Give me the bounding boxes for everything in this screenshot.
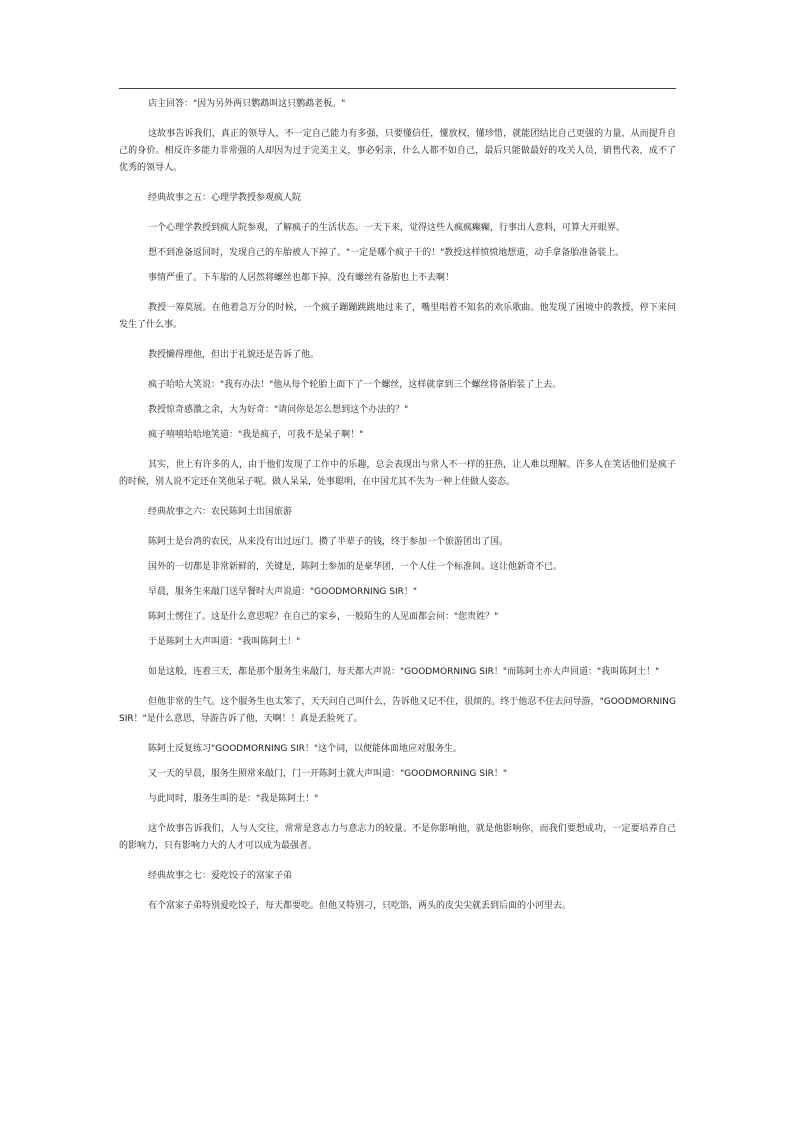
paragraph: 一个心理学教授到疯人院参观，了解疯子的生活状态。一天下来，觉得这些人疯疯癫癫，行事出人意料，可算大开眼界。 bbox=[148, 223, 626, 233]
paragraph: 但他非常的生气。这个服务生也太笨了，天天问自己叫什么，告诉他又记不住，很烦的。终于他忍不住去问导游，"GOODMORNING SIR！"是什么意思，导游告诉了他，天啊！！真是丢脸死了。 bbox=[119, 697, 676, 724]
paragraph: 教授一筹莫展。在他着急万分的时候，一个疯子蹦蹦跳跳地过来了，嘴里唱着不知名的欢乐歌曲。他发现了困境中的教授，停下来问发生了什么事。 bbox=[119, 303, 676, 330]
paragraph: 国外的一切都是非常新鲜的，关键是，陈阿土参加的是豪华团，一个人住一个标准间。这让他新奇不已。 bbox=[148, 562, 563, 572]
section-heading: 经典故事之六：农民陈阿土出国旅游 bbox=[148, 507, 293, 517]
section-heading: 经典故事之五：心理学教授参观疯人院 bbox=[148, 193, 302, 203]
paragraph: 其实，世上有许多的人，由于他们发现了工作中的乐趣，总会表现出与常人不一样的狂热，让人难以理解。许多人在笑话他们是疯子的时候，别人说不定还在笑他呆子呢。做人呆呆，处事聪明，在中国尤其不失为一种上佳做人姿态。 bbox=[119, 460, 676, 487]
paragraph: 于是陈阿土大声叫道："我叫陈阿土！" bbox=[148, 637, 301, 647]
section-heading: 经典故事之七：爱吃饺子的富家子弟 bbox=[148, 871, 293, 881]
paragraph: 如是这般，连着三天，都是那个服务生来敲门，每天都大声说："GOODMORNING SIR！"而陈阿土亦大声回道："我叫陈阿土！" bbox=[148, 667, 660, 677]
paragraph: 教授懒得理他，但出于礼貌还是告诉了他。 bbox=[148, 350, 320, 360]
header-rule bbox=[119, 88, 676, 89]
paragraph: 教授惊奇感激之余，大为好奇："请问你是怎么想到这个办法的？" bbox=[148, 405, 409, 415]
paragraph: 事情严重了。下车胎的人居然将螺丝也都下掉。没有螺丝有备胎也上不去啊！ bbox=[148, 273, 455, 283]
paragraph: 疯子哈哈大笑说："我有办法！"他从每个轮胎上面下了一个螺丝，这样就拿到三个螺丝将备胎装了上去。 bbox=[148, 380, 562, 390]
paragraph: 店主回答："因为另外两只鹦鹉叫这只鹦鹉老板。" bbox=[148, 99, 346, 109]
paragraph: 陈阿土愣住了。这是什么意思呢？在自己的家乡，一般陌生的人见面都会问："您贵姓？" bbox=[148, 612, 499, 622]
paragraph: 早晨，服务生来敲门送早餐时大声说道："GOODMORNING SIR！" bbox=[148, 587, 418, 597]
paragraph: 这个故事告诉我们，人与人交往，常常是意志力与意志力的较量。不是你影响他，就是他影响你，而我们要想成功，一定要培养自己的影响力，只有影响力大的人才可以成为最强者。 bbox=[119, 824, 676, 851]
paragraph: 疯子嘻嘻哈哈地笑道："我是疯子，可我不是呆子啊！" bbox=[148, 430, 364, 440]
paragraph: 想不到准备返回时，发现自己的车胎被人下掉了。"一定是哪个疯子干的！"教授这样愤愤地想道，动手拿备胎准备装上。 bbox=[148, 248, 625, 258]
paragraph: 又一天的早晨，服务生照常来敲门，门一开陈阿土就大声叫道："GOODMORNING SIR！" bbox=[148, 769, 508, 779]
paragraph: 有个富家子弟特别爱吃饺子，每天都要吃。但他又特别刁，只吃馅，两头的皮尖尖就丢到后面的小河里去。 bbox=[148, 901, 572, 911]
paragraph: 与此同时，服务生叫的是："我是陈阿土！" bbox=[148, 794, 319, 804]
paragraph: 这故事告诉我们，真正的领导人，不一定自己能力有多强，只要懂信任，懂放权，懂珍惜，就能团结比自己更强的力量，从而提升自己的身价。相反许多能力非常强的人却因为过于完美主义，事必躬亲，什么人都不如自己，最后只能做最好的攻关人员，销售代表，成不了优秀的领导人。 bbox=[119, 129, 676, 173]
paragraph: 陈阿土反复练习"GOODMORNING SIR！"这个词，以便能体面地应对服务生。 bbox=[148, 744, 463, 754]
paragraph: 陈阿土是台湾的农民，从来没有出过远门。攒了半辈子的钱，终于参加一个旅游团出了国。 bbox=[148, 537, 509, 547]
document-body bbox=[119, 96, 676, 915]
